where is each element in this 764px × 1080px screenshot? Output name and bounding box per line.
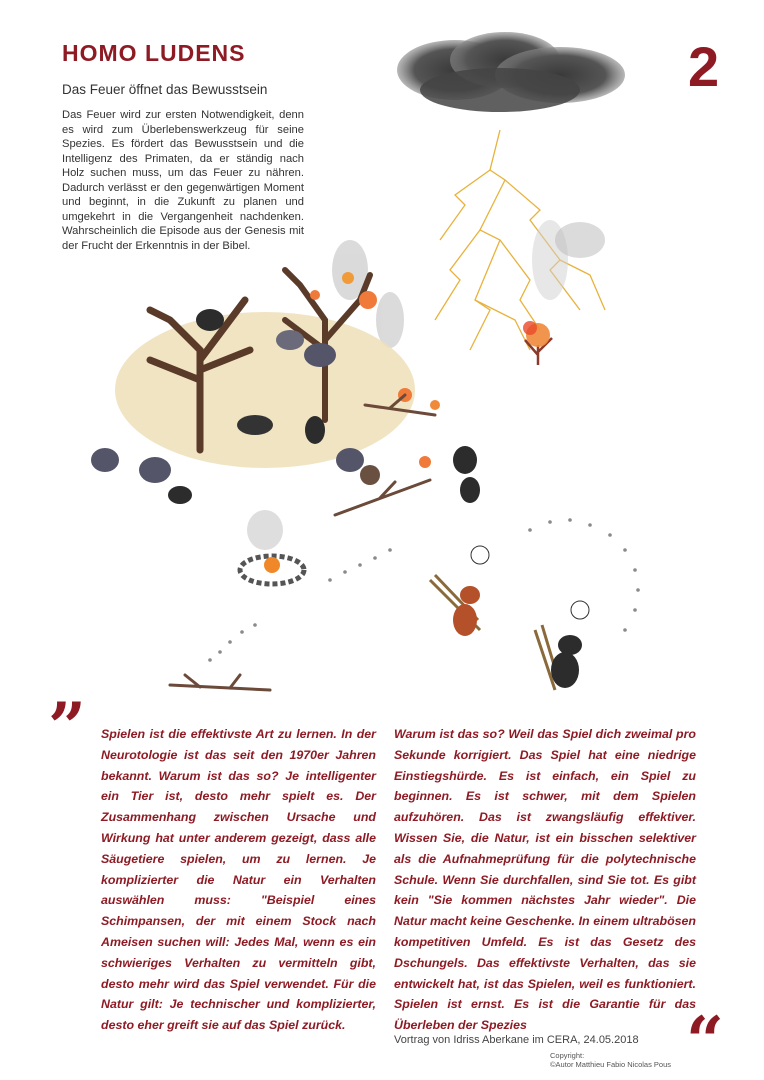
intro-paragraph: Das Feuer wird zur ersten Notwendigkeit, denn es wird zum Überlebenswerkzeug für seine Spezies. Es fördert das Bewusstsein und die Intelligenz des Primaten, da er ständig nach Holz suchen muss, um das Feuer zu nähren. Dadurch verlässt er den gegenwärtigen Moment und beginnt, in die Zukunft zu planen und umgekehrt in die Vergangenheit nachdenken. Wahrscheinlich die Episode aus der Genesis mit der Frucht der Erkenntnis in der Bibel. [62,109,304,252]
quote-source: Vortrag von Idriss Aberkane im CERA, 24.05.2018 [394,1034,639,1046]
copyright-notice [550,1051,671,1069]
campfire-icon [240,510,304,584]
page-number: 2 [688,35,720,98]
quote-column-1: Spielen ist die effektivste Art zu lernen. In der Neurotologie ist das seit den 1970er Jahren bekannt. Warum ist das so? Je intelligenter ein Tier ist, desto mehr spielt es. Der Zusammenhang zwischen Ursache und Wirkung hat unter anderem gezeigt, dass alle Säugetiere spielen, um zu lernen. Je komplizierter die Natur ein Verhalten auswählen muss: "Beispiel eines Schimpansen, der mit einem Stock nach Ameisen suchen will: Jedes Mal, wenn es ein schwieriges Verhalten zu vermitteln gibt, desto mehr wird das Spiel verwendet. Für die Natur gilt: Je technischer und komplizierter, desto eher greift sie auf das Spiel zurück. [101,727,376,1033]
quote-close-mark: “ [686,1002,724,1080]
storm-cloud-icon [397,32,625,112]
copyright-text: ©Autor Matthieu Fabio Nicolas Pous [550,1060,671,1069]
page-subtitle: Das Feuer öffnet das Bewusstsein [62,82,268,97]
quote-column-2: Warum ist das so? Weil das Spiel dich zweimal pro Sekunde korrigiert. Das Spiel hat eine niedrige Einstiegshürde. Es ist einfach, ein Spiel zu beginnen. Es ist schwer, mit dem Spielen aufzuhören. Das ist zwangsläufig effektiver. Wissen Sie, die Natur, ist ein bisschen selektiver als die Aufnahmeprüfung für die polytechnische Schule. Wenn Sie durchfallen, sind Sie tot. Es gibt kein "Sie kommen nächstes Jahr wieder". Die Natur macht keine Geschenke. In einem ultrabösen kompetitiven Umfeld. Es ist das Gesetz des Dschungels. Das effektivste Verhalten, das sie entwickelt hat, ist das Spielen, weil es funktioniert. Spielen ist ernst. Es ist die Garantie für das Überleben der Spezies [394,727,696,1033]
quote-open-mark: ” [48,688,86,766]
copyright-label: Copyright: [550,1051,585,1060]
page-title: HOMO LUDENS [62,40,246,66]
primate-carrying-wood-icon [430,546,589,690]
ground-mound [115,312,415,468]
